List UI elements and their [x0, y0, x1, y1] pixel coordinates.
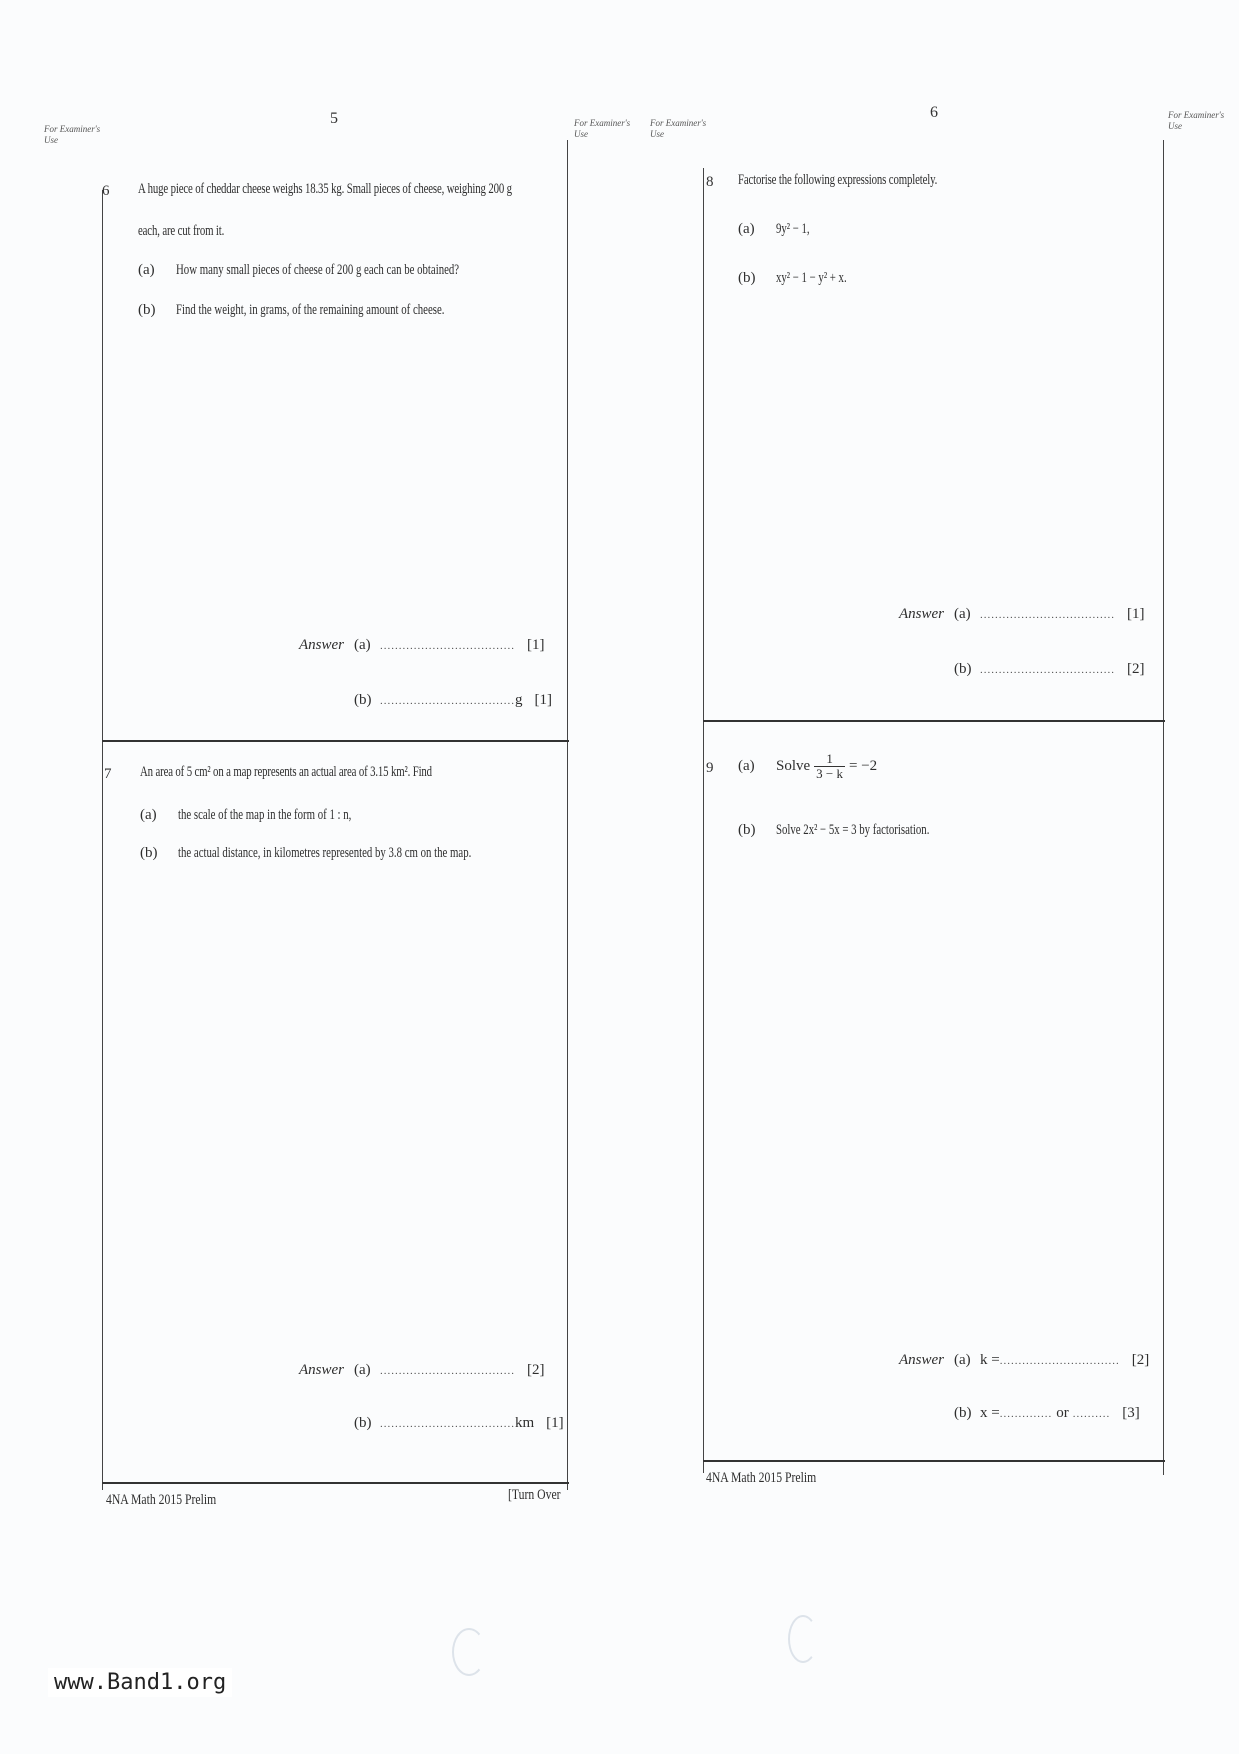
answer-blank[interactable]: .................................... — [380, 640, 515, 652]
answer-word: Answer — [899, 1352, 944, 1368]
answer-line[interactable] — [890, 1352, 1149, 1369]
mark-allocation: [1] — [546, 1415, 564, 1431]
mark-allocation: [2] — [1127, 661, 1145, 677]
part-label: (b) — [140, 845, 158, 861]
answer-blank[interactable]: ................................ — [999, 1355, 1120, 1367]
answer-unit: km — [515, 1415, 535, 1431]
answer-line[interactable] — [290, 1362, 545, 1379]
examiner-use-note: For Examiner's Use — [1168, 110, 1225, 131]
answer-line[interactable] — [890, 1405, 1140, 1422]
answer-word: Answer — [899, 606, 944, 622]
fraction — [814, 752, 845, 781]
scan-smudge — [788, 1615, 818, 1663]
question-text: Factorise the following expressions completely. — [738, 172, 938, 188]
question-text: each, are cut from it. — [138, 223, 225, 239]
answer-part-label: (a) — [954, 606, 971, 622]
answer-prefix: x = — [980, 1405, 1000, 1421]
answer-word: Answer — [299, 1362, 344, 1378]
answer-word: Answer — [299, 637, 344, 653]
scan-smudge — [452, 1628, 486, 1676]
answer-line[interactable] — [290, 1415, 564, 1432]
question-part — [140, 807, 419, 824]
question-number: 8 — [706, 174, 714, 190]
question-part — [138, 302, 549, 319]
answer-part-label: (b) — [954, 661, 972, 677]
part-text: xy² − 1 − y² + x. — [776, 270, 847, 286]
page-footer: 4NA Math 2015 Prelim — [706, 1470, 817, 1486]
answer-or: or — [1056, 1405, 1069, 1421]
question-divider — [102, 740, 569, 742]
mark-allocation: [2] — [527, 1362, 545, 1378]
question-part — [140, 845, 585, 862]
mark-allocation: [2] — [1131, 1352, 1150, 1368]
answer-line[interactable] — [290, 692, 552, 709]
question-number: 9 — [706, 760, 714, 776]
question-number: 7 — [104, 766, 112, 782]
question-part — [138, 262, 569, 279]
part-label: (a) — [138, 262, 155, 278]
page-number: 5 — [330, 110, 338, 127]
right-page — [620, 0, 1239, 1754]
part-label: (b) — [138, 302, 156, 318]
page-bottom-line — [102, 1482, 569, 1484]
answer-blank[interactable]: .................................... — [380, 695, 515, 707]
part-label: (b) — [738, 822, 756, 838]
question-text: An area of 5 cm² on a map represents an actual area of 3.15 km². Find — [140, 764, 432, 780]
answer-part-label: (a) — [954, 1352, 971, 1368]
part-text: the actual distance, in kilometres represented by 3.8 cm on the map. — [178, 845, 472, 861]
page-bottom-line — [703, 1460, 1165, 1462]
question-part — [738, 752, 877, 781]
part-label: (a) — [140, 807, 157, 823]
question-part — [738, 270, 874, 287]
part-label: (b) — [738, 270, 756, 286]
part-text: How many small pieces of cheese of 200 g each can be obtained? — [176, 262, 460, 278]
mark-allocation: [1] — [527, 637, 545, 653]
question-text: A huge piece of cheddar cheese weighs 18.35 kg. Small pieces of cheese, weighing 200 g — [138, 181, 512, 197]
question-divider — [703, 720, 1165, 722]
answer-line[interactable] — [290, 637, 545, 654]
question-part — [738, 221, 823, 238]
left-margin-line — [102, 190, 103, 1490]
answer-blank[interactable]: .............. — [999, 1408, 1053, 1420]
part-text: Find the weight, in grams, of the remaining amount of cheese. — [176, 302, 445, 318]
answer-blank[interactable]: .................................... — [380, 1365, 515, 1377]
answer-blank[interactable]: .................................... — [380, 1418, 515, 1430]
answer-blank[interactable]: .......... — [1072, 1408, 1111, 1420]
mark-allocation: [1] — [1127, 606, 1145, 622]
part-label: (a) — [738, 221, 755, 237]
part-text: the scale of the map in the form of 1 : n, — [178, 807, 352, 823]
fraction-numerator: 1 — [814, 752, 845, 767]
part-text: Solve 2x² − 5x = 3 by factorisation. — [776, 822, 930, 838]
answer-line[interactable] — [890, 661, 1145, 678]
answer-part-label: (b) — [354, 1415, 372, 1431]
right-margin-line — [567, 140, 568, 1490]
examiner-use-note: For Examiner's Use — [650, 118, 707, 139]
part-label: (a) — [738, 757, 755, 774]
answer-part-label: (b) — [354, 692, 372, 708]
answer-unit: g — [515, 692, 523, 708]
question-part — [738, 822, 989, 839]
answer-blank[interactable]: .................................... — [980, 664, 1115, 676]
examiner-use-note: For Examiner's Use — [574, 118, 631, 139]
answer-part-label: (a) — [354, 1362, 371, 1378]
page-number: 6 — [930, 104, 938, 121]
part-text: = −2 — [849, 757, 878, 774]
examiner-use-note: For Examiner's Use — [44, 124, 101, 145]
answer-part-label: (b) — [954, 1405, 972, 1421]
mark-allocation: [3] — [1122, 1405, 1140, 1421]
part-text: 9y² − 1, — [776, 221, 810, 237]
part-text: Solve — [776, 757, 811, 774]
answer-prefix: k = — [980, 1352, 1000, 1368]
page-footer: 4NA Math 2015 Prelim — [106, 1492, 217, 1508]
answer-part-label: (a) — [354, 637, 371, 653]
left-margin-line — [703, 168, 704, 1473]
turn-over-label: [Turn Over — [508, 1487, 561, 1503]
answer-line[interactable] — [890, 606, 1145, 623]
watermark: www.Band1.org — [48, 1668, 232, 1697]
right-margin-line — [1163, 140, 1164, 1475]
fraction-denominator: 3 − k — [816, 766, 844, 781]
answer-blank[interactable]: .................................... — [980, 609, 1115, 621]
question-number: 6 — [102, 183, 110, 199]
mark-allocation: [1] — [534, 692, 552, 708]
